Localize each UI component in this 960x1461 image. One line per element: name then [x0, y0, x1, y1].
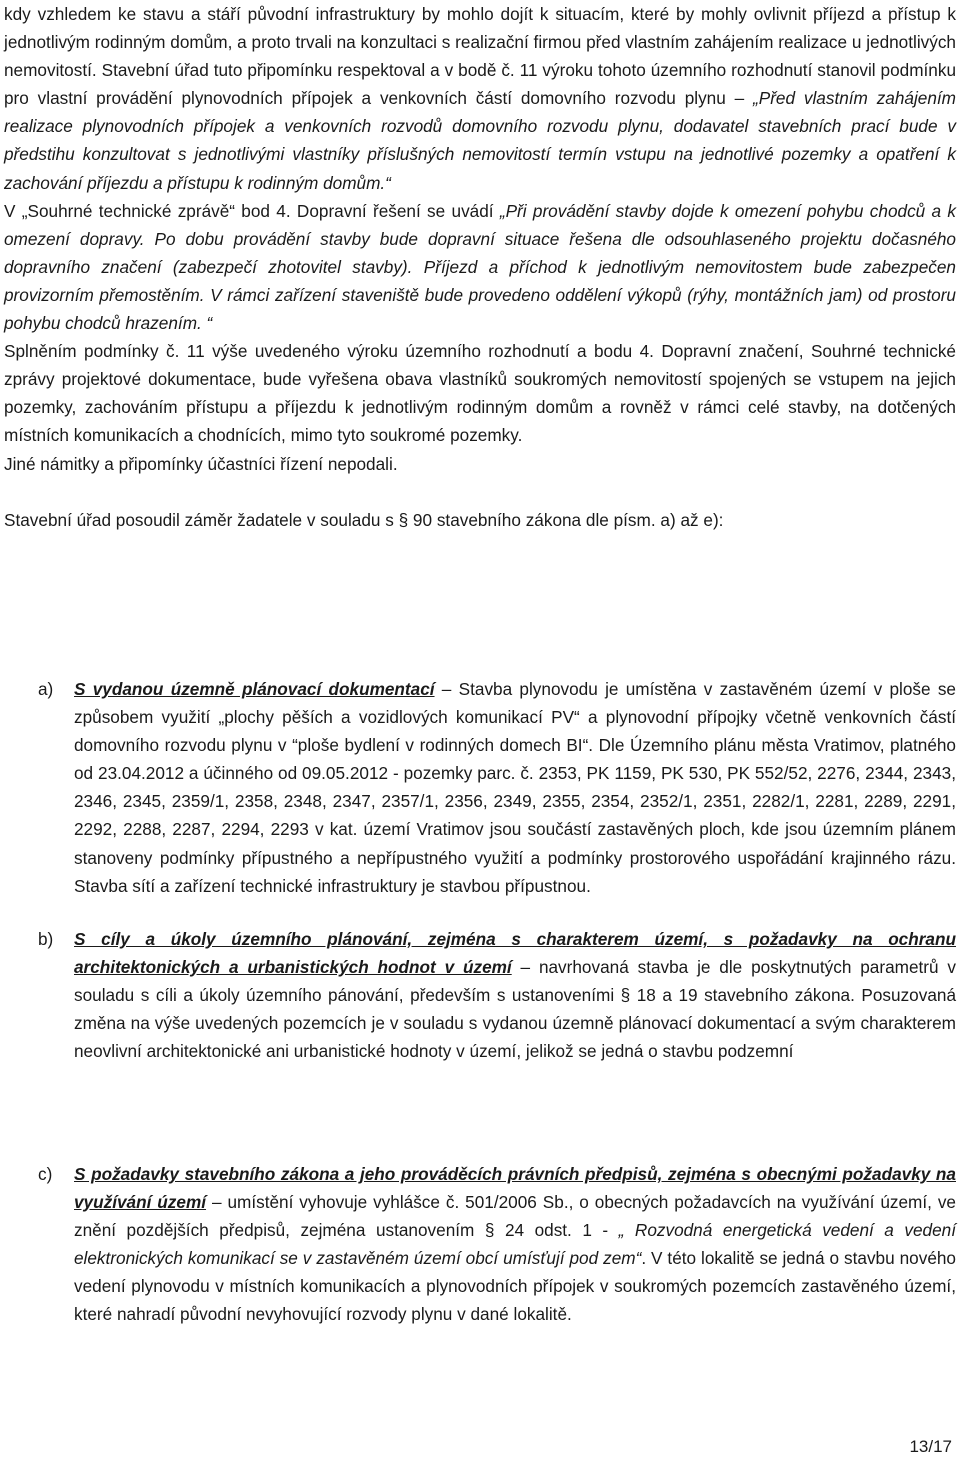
item-heading: S vydanou územně plánovací dokumentací [74, 679, 435, 699]
quoted-condition: „Před vlastním zahájením realizace plynovodních přípojek a venkovních rozvodů domovního rozvodu plynu, dodavatel stavebních prací bude v předstihu konzultovat s jednotlivými vlastníky příslušných nemovitostí termín vstupu na jednotlivé pozemky a opatření k zachování příjezdu a přístupu k rodinným domům.“ [4, 88, 956, 193]
paragraph-condition-11 [4, 0, 956, 197]
item-quote: „ Rozvodná energetická vedení a vedení elektronických komunikací se v zastavěném území obcí umísťují pod zem“ [74, 1220, 956, 1269]
assessment-list [0, 1160, 956, 1329]
item-marker: a) [38, 679, 54, 699]
item-body: – navrhovaná stavba je dle poskytnutých parametrů v souladu s cíli a úkoly územního pánování, především s ustanoveními § 18 a 19 stavebního zákona. Posuzovaná změna na výše uvedených pozemcích je v souladu s vydanou územně plánovací dokumentací a svým charakterem neovlivní architektonické ani urbanistické hodnoty v území, jelikož se jedná o stavbu podzemní [74, 957, 956, 1062]
item-body: – Stavba plynovodu je umístěna v zastavěném území v ploše se způsobem využití „plochy pěších a vozidlových komunikací PV“ a plynovodní přípojky včetně venkovních částí domovního rozvodu plynu v “ploše bydlení v rodinných domech BI“. Dle Územního plánu města Vratimov, platného od 23.04.2012 a účinného od 09.05.2012 - pozemky parc. č. 2353, PK 1159, PK 530, PK 552/52, 2276, 2344, 2343, 2346, 2345, 2359/1, 2358, 2348, 2347, 2357/1, 2356, 2349, 2355, 2354, 2352/1, 2351, 2282/1, 2281, 2289, 2291, 2292, 2288, 2287, 2294, 2293 v kat. území Vratimov jsou součástí zastavěných ploch, kde jsou územním plánem stanoveny podmínky přípustného a nepřípustného využití a podmínky prostorového uspořádání krajinného rázu. Stavba sítí a zařízení technické infrastruktury je stavbou přípustnou. [74, 679, 956, 896]
paragraph-text: kdy vzhledem ke stavu a stáří původní infrastruktury by mohlo dojít k situacím, které by mohly ovlivnit příjezd a přístup k jednotlivým rodinným domům, a proto trvali na konzultaci s realizační firmou před vlastním zahájením realizace u jednotlivých nemovitostí. Stavební úřad tuto připomínku respektoval a v bodě č. 11 výroku tohoto územního rozhodnutí stanovil podmínku pro vlastní provádění plynovodních přípojek a venkovních částí domovního rozvodu plynu – [4, 4, 956, 109]
body-text [4, 0, 956, 534]
paragraph-text: V „Souhrné technické zprávě“ bod 4. Dopravní řešení se uvádí [4, 200, 500, 221]
list-item [0, 1160, 956, 1329]
paragraph-assessment-intro: Stavební úřad posoudil záměr žadatele v souladu s § 90 stavebního zákona dle písm. a) až e): [4, 509, 724, 530]
item-body-continued: . V této lokalitě se jedná o stavbu nového vedení plynovodu v místních komunikacích a plynovodních přípojek v soukromých pozemcích zastavěného území, které nahradí původní nevyhovující rozvody plynu v dané lokalitě. [74, 1248, 956, 1325]
item-heading: S cíly a úkoly územního plánování, zejména s charakterem území, s požadavky na ochranu architektonických a urbanistických hodnot v území [74, 929, 956, 978]
item-marker: b) [38, 929, 54, 949]
list-item [0, 925, 956, 1065]
spacer [4, 478, 956, 506]
paragraph-fulfilment: Splněním podmínky č. 11 výše uvedeného výroku územního rozhodnutí a bodu 4. Dopravní značení, Souhrné technické zprávy projektové dokumentace, bude vyřešena obava vlastníků soukromých nemovitostí spojených se vstupem na jejich pozemky, zachováním přístupu a příjezdu k jednotlivým rodinným domům a rovněž v rámci celé stavby, na dotčených místních komunikacích a chodnících, mimo tyto soukromé pozemky. [4, 341, 956, 446]
item-heading: S požadavky stavebního zákona a jeho prováděcích právních předpisů, zejména s obecnými požadavky na využívání území [74, 1164, 956, 1213]
item-body: – umístění vyhovuje vyhlášce č. 501/2006 Sb., o obecných požadavcích na využívání území, ve znění pozdějších předpisů, zejména ustanovením § 24 odst. 1 - [74, 1192, 956, 1241]
item-marker: c) [38, 1164, 53, 1184]
assessment-list [0, 925, 956, 1065]
paragraph-no-objections: Jiné námitky a připomínky účastníci řízení nepodali. [4, 453, 398, 474]
assessment-list [0, 675, 956, 900]
page-number: 13/17 [909, 1437, 952, 1456]
list-item [0, 675, 956, 900]
paragraph-traffic-solution [4, 197, 956, 337]
quoted-report: „Při provádění stavby dojde k omezení pohybu chodců a k omezení dopravy. Po dobu provádění stavby bude dopravní situace řešena dle odsouhlaseného projektu dočasného dopravního značení (zabezpečí zhotovitel stavby). Příjezd a příchod k jednotlivým nemovitostem bude zabezpečen provizorním přemostěním. V rámci zařízení staveniště bude provedeno oddělení výkopů (rýhy, montážních jam) od prostoru pohybu chodců hrazením. “ [4, 200, 956, 334]
